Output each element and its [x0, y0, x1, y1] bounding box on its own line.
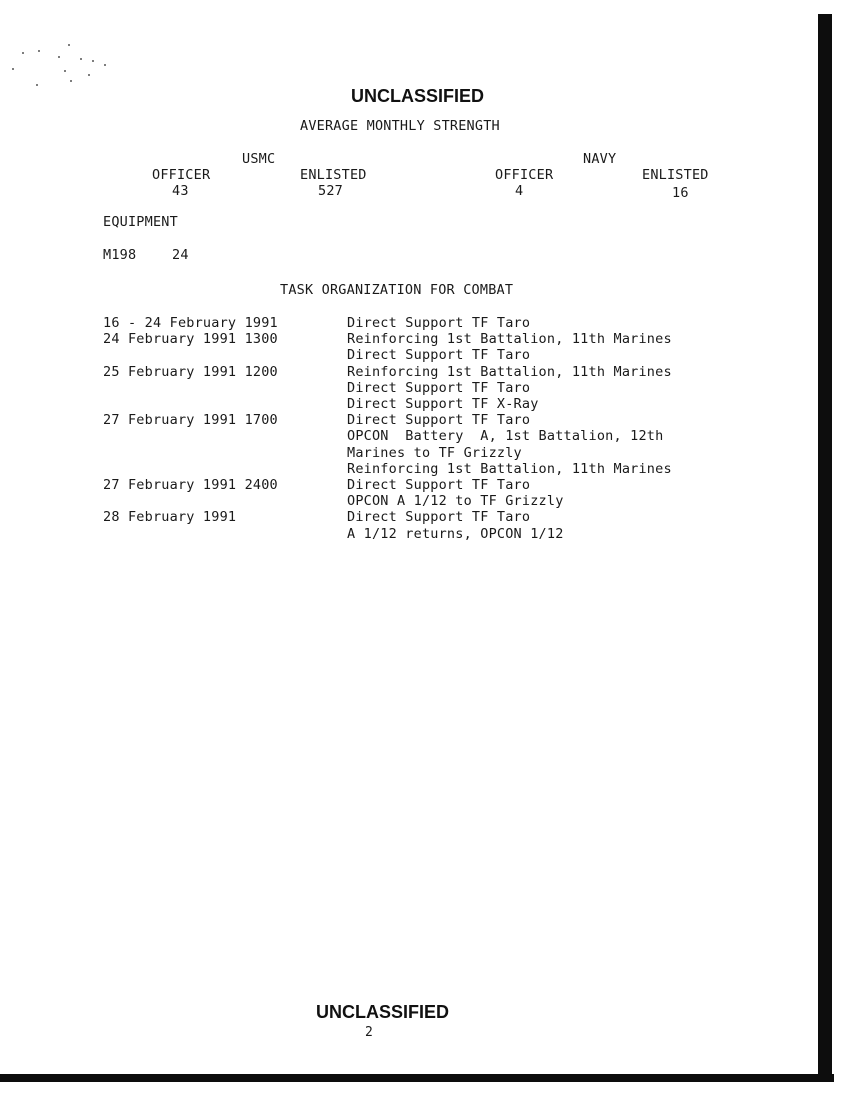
task-org-date: 27 February 1991 1700 [103, 412, 278, 429]
task-org-text: A 1/12 returns, OPCON 1/12 [347, 525, 564, 542]
strength-title: AVERAGE MONTHLY STRENGTH [300, 118, 500, 134]
equipment-count: 24 [172, 247, 189, 263]
task-org-text: Direct Support TF Taro [347, 509, 531, 526]
navy-officer-label: OFFICER [495, 167, 554, 183]
usmc-enlisted-label: ENLISTED [300, 167, 367, 183]
task-org-date: 28 February 1991 [103, 509, 237, 526]
usmc-label: USMC [242, 151, 276, 167]
task-org-text: Direct Support TF Taro [347, 347, 531, 364]
usmc-officer-label: OFFICER [152, 167, 211, 183]
task-org-date: 24 February 1991 1300 [103, 331, 278, 348]
scan-edge-bottom [0, 1074, 834, 1082]
task-org-date: 27 February 1991 2400 [103, 477, 278, 493]
task-org-text: Direct Support TF Taro [347, 412, 531, 429]
navy-label: NAVY [583, 151, 617, 167]
equipment-heading: EQUIPMENT [103, 214, 178, 230]
task-org-text: OPCON A 1/12 to TF Grizzly [347, 493, 564, 510]
task-org-text: Direct Support TF Taro [347, 477, 531, 493]
task-org-text: Direct Support TF X-Ray [347, 396, 539, 412]
task-org-text: Direct Support TF Taro [347, 379, 531, 396]
task-org-text: Direct Support TF Taro [347, 315, 531, 331]
task-org-text: Marines to TF Grizzly [347, 444, 522, 461]
scan-edge-right [818, 14, 832, 1080]
navy-enlisted-value: 16 [672, 185, 689, 201]
classification-top: UNCLASSIFIED [351, 86, 485, 106]
task-org-date: 25 February 1991 1200 [103, 363, 278, 380]
navy-enlisted-label: ENLISTED [642, 167, 709, 183]
equipment-item: M198 [103, 247, 137, 263]
navy-officer-value: 4 [515, 183, 524, 199]
page-number: 2 [365, 1025, 374, 1040]
task-org-date: 16 - 24 February 1991 [103, 315, 278, 331]
task-org-text: Reinforcing 1st Battalion, 11th Marines [347, 460, 672, 477]
task-org-title: TASK ORGANIZATION FOR COMBAT [280, 282, 514, 298]
usmc-enlisted-value: 527 [318, 183, 343, 199]
task-org-text: Reinforcing 1st Battalion, 11th Marines [347, 363, 672, 380]
classification-bottom: UNCLASSIFIED [316, 1002, 450, 1022]
task-org-text: Reinforcing 1st Battalion, 11th Marines [347, 331, 672, 348]
usmc-officer-value: 43 [172, 183, 189, 199]
task-org-text: OPCON Battery A, 1st Battalion, 12th [347, 428, 664, 445]
